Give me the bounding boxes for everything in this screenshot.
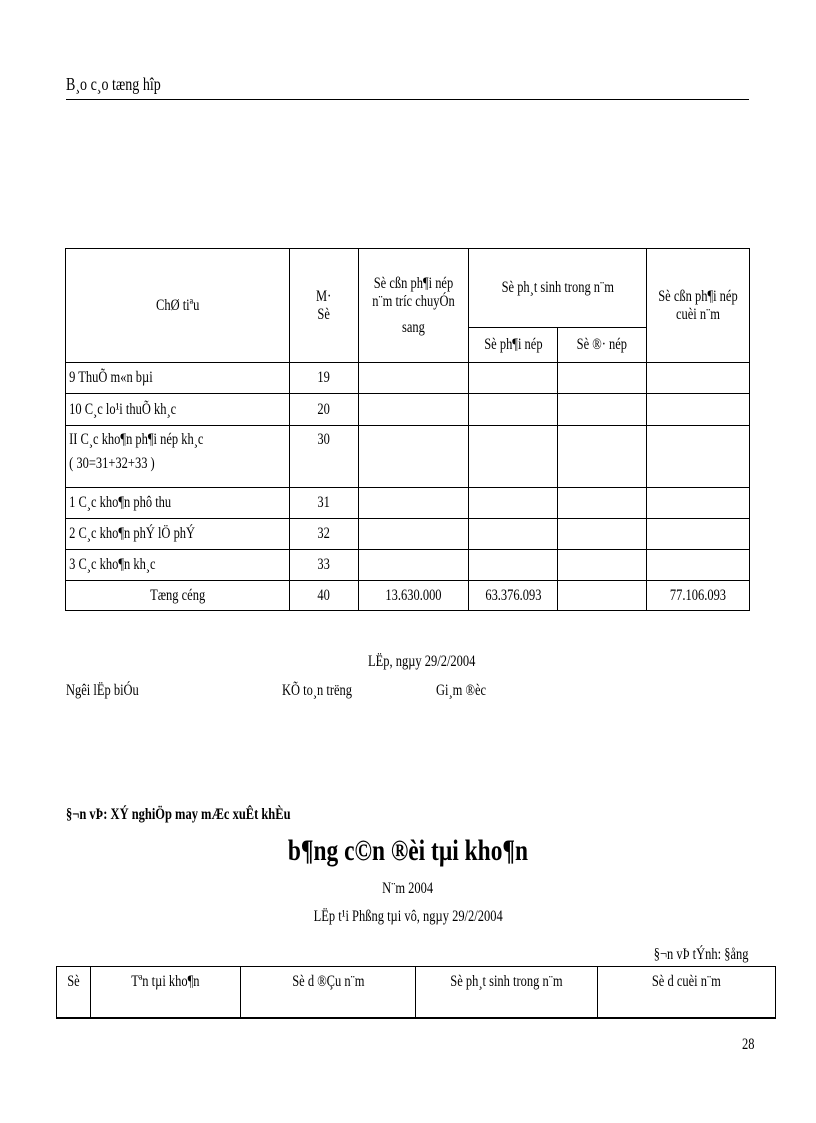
row-brought-forward [358,550,468,581]
made-at-line: LËp t¹i Phßng tµi vô, ngµy 29/2/2004 [313,908,503,925]
total-brought-forward: 13.630.000 [358,581,468,611]
header-opening-balance: Sè d ®Çu n¨m [240,967,416,1019]
row-paid [558,363,647,394]
row-code: 31 [290,488,358,519]
row-payable [468,394,558,426]
row-label: II C¸c kho¶n ph¶i nép kh¸c ( 30=31+32+33 ) [66,426,290,488]
header-payable: Sè ph¶i nép [468,328,558,363]
row-paid [558,426,647,488]
page-number: 28 [742,1036,755,1053]
total-year-end: 77.106.093 [647,581,750,611]
row-brought-forward [358,394,468,426]
row-year-end [647,426,750,488]
row-label: 10 C¸c lo¹i thuÕ kh¸c [66,394,290,426]
table-row [66,426,750,488]
currency-unit: §¬n vÞ tÝnh: §ång [653,946,748,963]
row-paid [558,550,647,581]
row-year-end [647,550,750,581]
header-brought-forward: Sè cßn ph¶i nép n¨m tríc chuyÓn sang [358,249,468,363]
row-code: 19 [290,363,358,394]
table-row [66,394,750,426]
row-payable [468,519,558,550]
row-paid [558,394,647,426]
table-row [66,488,750,519]
total-row [66,581,750,611]
header-arising-in-year: Sè ph¸t sinh trong n¨m [416,967,598,1019]
row-payable [468,488,558,519]
row-code: 33 [290,550,358,581]
header-criteria: ChØ tiªu [66,249,290,363]
row-year-end [647,394,750,426]
director-label: Gi¸m ®èc [436,682,487,699]
trial-balance-table [56,966,776,1019]
row-code: 20 [290,394,358,426]
row-label: 2 C¸c kho¶n phÝ lÖ phÝ [66,519,290,550]
header-arising: Sè ph¸t sinh trong n¨m [468,249,647,328]
tax-report-table [65,248,750,611]
total-paid [558,581,647,611]
header-no: Sè [57,967,91,1019]
chief-accountant-label: KÕ to¸n trëng [282,682,353,699]
row-paid [558,488,647,519]
running-header-title: B¸o c¸o tæng hîp [66,74,161,94]
section-title: b¶ng c©n ®èi tµi kho¶n [287,834,529,867]
row-payable [468,363,558,394]
row-brought-forward [358,488,468,519]
total-payable: 63.376.093 [468,581,558,611]
header-code: M· Sè [290,249,358,363]
row-code: 30 [290,426,358,488]
row-brought-forward [358,363,468,394]
total-label: Tæng céng [66,581,290,611]
row-year-end [647,519,750,550]
row-label: 9 ThuÕ m«n bµi [66,363,290,394]
row-label: 3 C¸c kho¶n kh¸c [66,550,290,581]
place-date: LËp, ngµy 29/2/2004 [368,653,476,670]
row-paid [558,519,647,550]
header-paid: Sè ®· nép [558,328,647,363]
row-label: 1 C¸c kho¶n phô thu [66,488,290,519]
table-row [66,550,750,581]
row-brought-forward [358,426,468,488]
header-closing-balance: Sè d cuèi n¨m [598,967,776,1019]
table-row [66,519,750,550]
row-year-end [647,363,750,394]
row-brought-forward [358,519,468,550]
table-row [66,363,750,394]
unit-name: §¬n vÞ: XÝ nghiÖp may mÆc xuÊt khÈu [66,806,291,823]
header-rule [66,99,749,100]
total-code: 40 [290,581,358,611]
row-payable [468,426,558,488]
report-year: N¨m 2004 [382,880,434,897]
row-code: 32 [290,519,358,550]
preparer-label: Ngêi lËp biÓu [66,682,139,699]
row-payable [468,550,558,581]
header-account-name: Tªn tµi kho¶n [90,967,240,1019]
row-year-end [647,488,750,519]
header-year-end: Sè cßn ph¶i nép cuèi n¨m [647,249,750,363]
